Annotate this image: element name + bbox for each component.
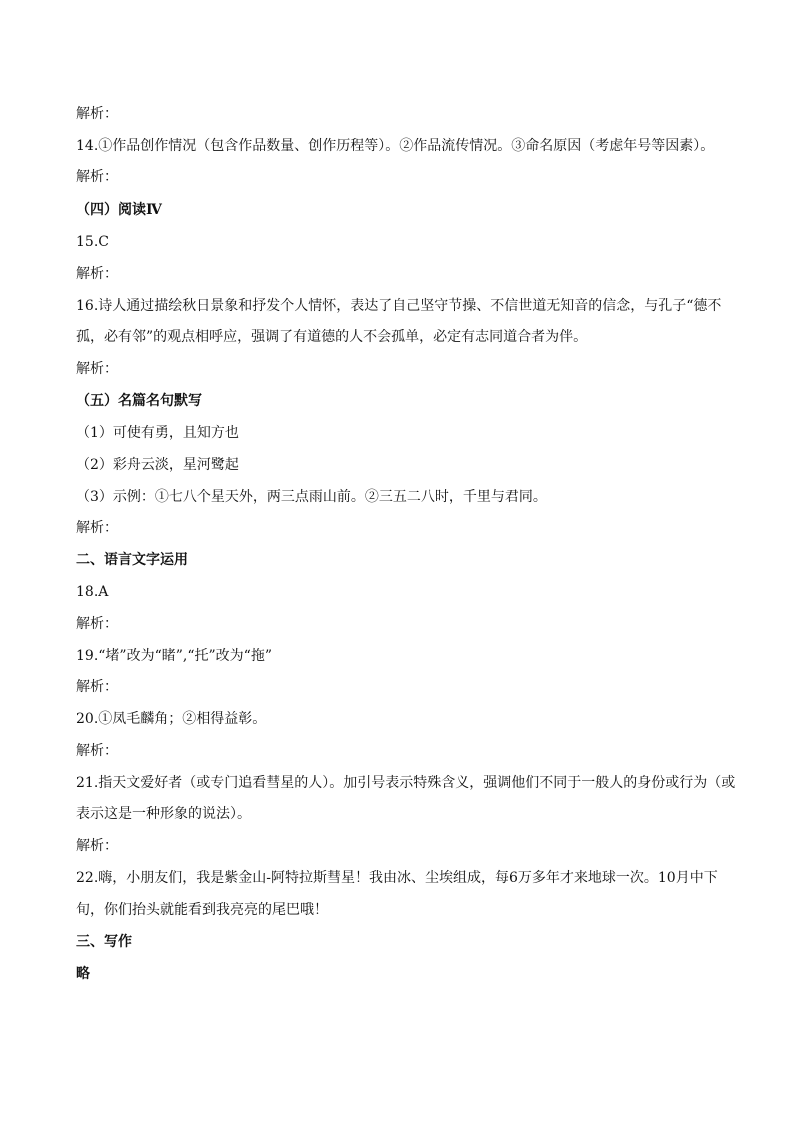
analysis-label: 解析：	[76, 743, 118, 759]
answer-20: 20.①凤毛麟角；②相得益彰。	[76, 711, 267, 727]
answer-21-line-1: 21.指天文爱好者（或专门追看彗星的人）。加引号表示特殊含义，强调他们不同于一般人的身份或行为（或	[76, 775, 736, 791]
analysis-label: 解析：	[76, 266, 118, 282]
answer-21-line-2: 表示这是一种形象的说法）。	[76, 806, 251, 822]
answer-19: 19.“堵”改为“睹”,“托”改为“拖”	[76, 648, 272, 664]
answer-16-line-2: 孤，必有邻”的观点相呼应，强调了有道德的人不会孤单，必定有志同道合者为伴。	[76, 329, 588, 345]
dictation-item-2: （2）彩舟云淡，星河鹭起	[76, 457, 239, 473]
section-heading-writing: 三、写作	[76, 934, 132, 950]
analysis-label: 解析：	[76, 169, 118, 185]
section-heading-reading-4: （四）阅读Ⅳ	[76, 202, 162, 218]
analysis-label: 解析：	[76, 106, 118, 122]
section-heading-language-use: 二、语言文字运用	[76, 552, 188, 568]
analysis-label: 解析：	[76, 616, 118, 632]
analysis-label: 解析：	[76, 838, 118, 854]
analysis-label: 解析：	[76, 520, 118, 536]
analysis-label: 解析：	[76, 361, 118, 377]
analysis-label: 解析：	[76, 679, 118, 695]
section-heading-dictation: （五）名篇名句默写	[76, 393, 202, 409]
answer-15: 15.C	[76, 234, 109, 250]
dictation-item-1: （1）可使有勇，且知方也	[76, 425, 239, 441]
answer-22-line-1: 22.嗨，小朋友们，我是紫金山-阿特拉斯彗星！我由冰、尘埃组成，每6万多年才来地球一次。10月中下	[76, 870, 718, 886]
answer-16-line-1: 16.诗人通过描绘秋日景象和抒发个人情怀，表达了自己坚守节操、不信世道无知音的信念，与孔子“德不	[76, 298, 722, 314]
dictation-item-3: （3）示例：①七八个星天外，两三点雨山前。②三五二八时，千里与君同。	[76, 489, 547, 505]
answer-14: 14.①作品创作情况（包含作品数量、创作历程等）。②作品流传情况。③命名原因（考虑年号等因素）。	[76, 138, 715, 154]
writing-answer: 略	[76, 966, 90, 982]
answer-18: 18.A	[76, 584, 109, 600]
answer-22-line-2: 旬，你们抬头就能看到我亮亮的尾巴哦！	[76, 902, 328, 918]
